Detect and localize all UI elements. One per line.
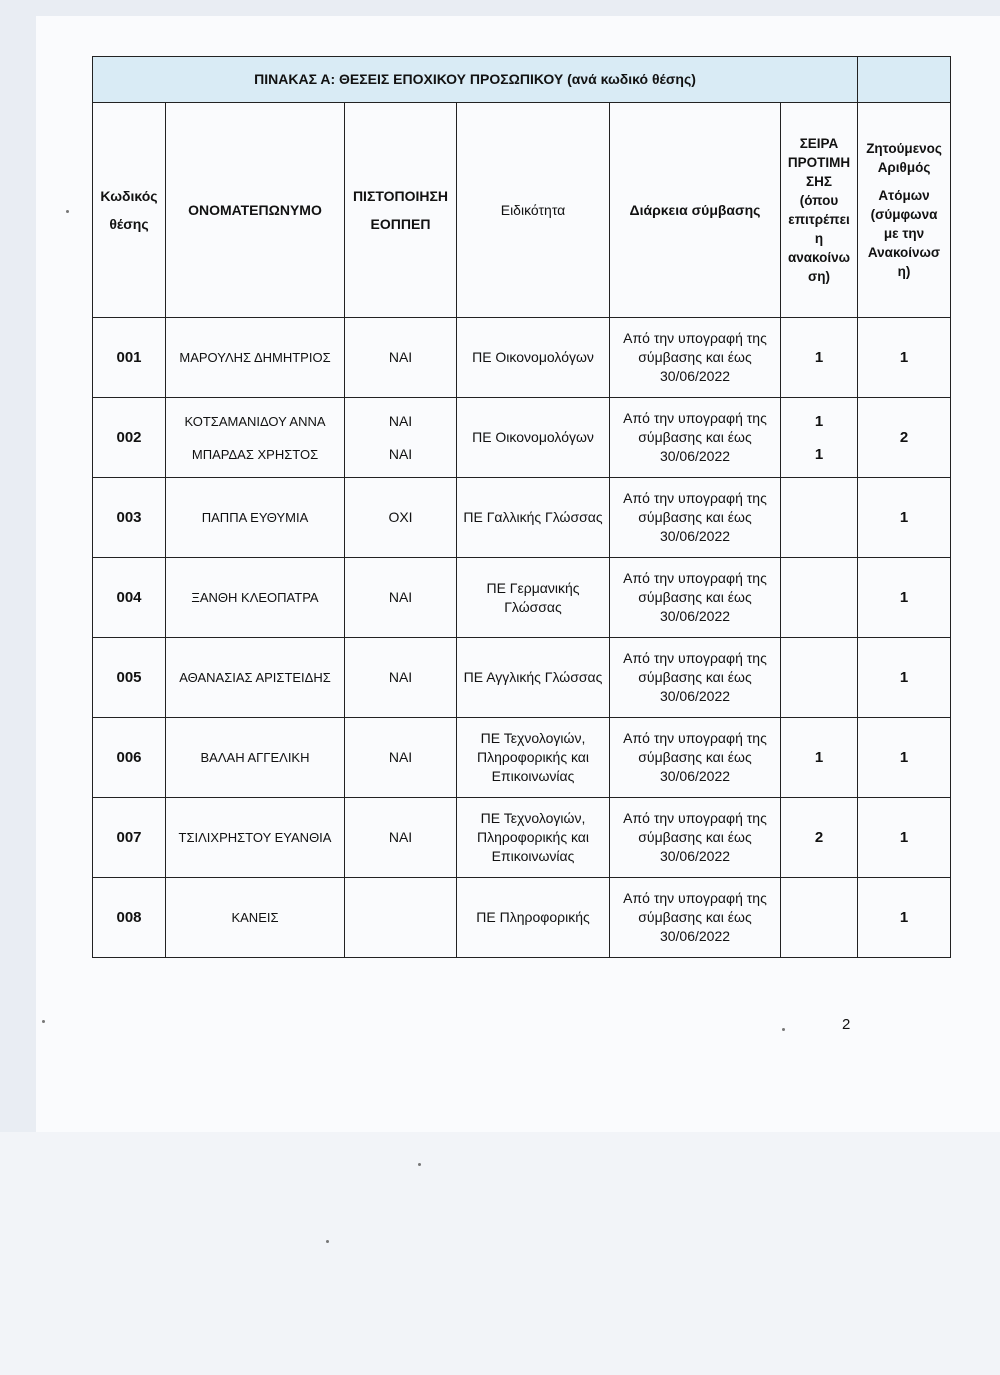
duration-line: 30/06/2022 — [659, 448, 731, 464]
certification — [345, 318, 457, 398]
header-requested-line: Ανακοίνωσ — [867, 245, 941, 260]
header-priority-line: ανακοίνω — [787, 250, 851, 265]
specialty-line-group — [461, 908, 605, 927]
position-code: 004 — [93, 558, 166, 638]
name-line: ΤΣΙΛΙΧΡΗΣΤΟΥ ΕΥΑΝΘΙΑ — [178, 830, 332, 845]
specialty-line-group — [461, 348, 605, 367]
header-priority-line: ΣΗΣ — [806, 174, 832, 189]
specialty-line: ΠΕ Οικονομολόγων — [472, 349, 594, 365]
duration-line: 30/06/2022 — [659, 528, 731, 544]
header-cert — [345, 103, 457, 318]
specialty-line: ΠΕ Γερμανικής — [486, 579, 580, 596]
name-line-group — [170, 348, 340, 367]
priority-value: 1 — [814, 445, 824, 463]
certification — [345, 798, 457, 878]
duration-line: Από την υπογραφή της — [623, 890, 767, 906]
position-code: 003 — [93, 478, 166, 558]
header-requested — [858, 103, 951, 318]
duration-line-group — [614, 889, 776, 946]
specialty-line-group — [461, 579, 605, 617]
full-name — [166, 478, 345, 558]
position-code: 006 — [93, 718, 166, 798]
table-title: ΠΙΝΑΚΑΣ Α: ΘΕΣΕΙΣ ΕΠΟΧΙΚΟΥ ΠΡΟΣΩΠΙΚΟΥ (ανά κωδικό θέσης) — [93, 57, 858, 103]
specialty-line: ΠΕ Πληροφορικής — [476, 909, 590, 925]
header-priority-line: ΣΕΙΡΑ — [799, 136, 839, 151]
duration-line: 30/06/2022 — [659, 928, 731, 944]
certification — [345, 638, 457, 718]
duration-line: Από την υπογραφή της — [623, 490, 767, 506]
table-row — [93, 878, 951, 958]
cert-value-group — [349, 748, 452, 767]
specialty-line-group — [461, 809, 605, 866]
priority-order — [781, 798, 858, 878]
specialty-line: Πληροφορικής και — [476, 829, 590, 845]
contract-duration — [610, 718, 781, 798]
specialty — [457, 478, 610, 558]
header-name: ΟΝΟΜΑΤΕΠΩΝΥΜΟ — [166, 103, 345, 318]
specialty — [457, 718, 610, 798]
duration-line: σύμβασης και έως — [638, 909, 752, 925]
contract-duration — [610, 478, 781, 558]
specialty-line: Επικοινωνίας — [491, 768, 575, 784]
priority-order — [781, 558, 858, 638]
specialty-line: Πληροφορικής και — [476, 749, 590, 765]
duration-line: Από την υπογραφή της — [623, 570, 767, 586]
cert-value-group — [349, 668, 452, 687]
name-line: ΚΑΝΕΙΣ — [231, 910, 279, 925]
header-priority-line: επιτρέπει — [788, 212, 850, 227]
header-requested-line: Ατόμων — [878, 188, 930, 203]
specialty — [457, 318, 610, 398]
priority-order — [781, 878, 858, 958]
specialty-line: ΠΕ Τεχνολογιών, — [480, 810, 586, 826]
specialty — [457, 798, 610, 878]
specialty — [457, 878, 610, 958]
scan-speck — [66, 210, 69, 213]
table-row — [93, 798, 951, 878]
duration-line: 30/06/2022 — [659, 368, 731, 384]
priority-value: 2 — [814, 829, 824, 846]
name-line-group — [170, 412, 340, 464]
requested-count: 1 — [858, 878, 951, 958]
priority-value-group — [785, 412, 853, 464]
specialty — [457, 558, 610, 638]
title-blank-cell — [858, 57, 951, 103]
priority-value-group — [785, 748, 853, 767]
header-code-line2: θέσης — [109, 215, 149, 232]
specialty-line: Επικοινωνίας — [491, 848, 575, 864]
specialty-line: ΠΕ Γαλλικής Γλώσσας — [463, 509, 603, 525]
table-row — [93, 318, 951, 398]
duration-line-group — [614, 729, 776, 786]
header-priority — [781, 103, 858, 318]
specialty — [457, 398, 610, 478]
duration-line: σύμβασης και έως — [638, 429, 752, 445]
duration-line: 30/06/2022 — [659, 848, 731, 864]
duration-line: σύμβασης και έως — [638, 829, 752, 845]
header-cert-line2: ΕΟΠΠΕΠ — [370, 215, 431, 232]
cert-value: ΝΑΙ — [388, 412, 413, 429]
header-requested-line: με την — [883, 226, 925, 241]
cert-value: ΝΑΙ — [388, 589, 413, 605]
contract-duration — [610, 798, 781, 878]
duration-line: σύμβασης και έως — [638, 349, 752, 365]
name-line-group — [170, 508, 340, 527]
header-requested-line: (σύμφωνα — [870, 207, 938, 222]
duration-line-group — [614, 569, 776, 626]
contract-duration — [610, 398, 781, 478]
cert-value-group — [349, 508, 452, 527]
full-name — [166, 558, 345, 638]
duration-line: Από την υπογραφή της — [623, 330, 767, 346]
priority-value: 1 — [814, 412, 824, 430]
scan-speck — [326, 1240, 329, 1243]
priority-value: 1 — [814, 749, 824, 766]
duration-line: 30/06/2022 — [659, 688, 731, 704]
specialty-line: ΠΕ Οικονομολόγων — [472, 429, 594, 445]
position-code: 005 — [93, 638, 166, 718]
duration-line: 30/06/2022 — [659, 608, 731, 624]
priority-order — [781, 318, 858, 398]
header-cert-line1: ΠΙΣΤΟΠΟΙΗΣΗ — [352, 187, 449, 204]
name-line-group — [170, 668, 340, 687]
duration-line: Από την υπογραφή της — [623, 650, 767, 666]
specialty-line-group — [461, 428, 605, 447]
requested-count: 1 — [858, 318, 951, 398]
full-name — [166, 718, 345, 798]
header-priority-line: (όπου — [799, 193, 839, 208]
position-code: 002 — [93, 398, 166, 478]
name-line-group — [170, 828, 340, 847]
duration-line-group — [614, 489, 776, 546]
certification — [345, 878, 457, 958]
name-line: ΑΘΑΝΑΣΙΑΣ ΑΡΙΣΤΕΙΔΗΣ — [179, 670, 331, 685]
header-requested-line: Αριθμός — [877, 160, 931, 175]
duration-line: Από την υπογραφή της — [623, 810, 767, 826]
name-line-group — [170, 908, 340, 927]
name-line: ΚΟΤΣΑΜΑΝΙΔΟΥ ΑΝΝΑ — [184, 413, 326, 429]
duration-line-group — [614, 649, 776, 706]
header-duration: Διάρκεια σύμβασης — [610, 103, 781, 318]
priority-order — [781, 398, 858, 478]
duration-line-group — [614, 329, 776, 386]
table-body — [93, 318, 951, 958]
cert-value-group — [349, 588, 452, 607]
positions-table — [92, 56, 951, 958]
scan-background — [0, 1132, 1000, 1375]
specialty-line: ΠΕ Αγγλικής Γλώσσας — [463, 669, 603, 685]
table-row — [93, 478, 951, 558]
contract-duration — [610, 318, 781, 398]
priority-order — [781, 478, 858, 558]
priority-value-group — [785, 828, 853, 847]
table-row — [93, 398, 951, 478]
cert-value: ΟΧΙ — [388, 509, 413, 525]
duration-line: 30/06/2022 — [659, 768, 731, 784]
cert-value-group — [349, 412, 452, 464]
scan-speck — [782, 1028, 785, 1031]
cert-value: ΝΑΙ — [388, 349, 413, 365]
certification — [345, 558, 457, 638]
duration-line: Από την υπογραφή της — [623, 410, 767, 426]
contract-duration — [610, 558, 781, 638]
duration-line-group — [614, 809, 776, 866]
header-specialty: Ειδικότητα — [457, 103, 610, 318]
contract-duration — [610, 638, 781, 718]
name-line: ΒΑΛΑΗ ΑΓΓΕΛΙΚΗ — [200, 750, 310, 765]
scan-speck — [418, 1163, 421, 1166]
name-line-group — [170, 748, 340, 767]
name-line: ΞΑΝΘΗ ΚΛΕΟΠΑΤΡΑ — [191, 590, 319, 605]
cert-value-group — [349, 348, 452, 367]
certification — [345, 478, 457, 558]
cert-value: ΝΑΙ — [388, 749, 413, 765]
table-row — [93, 718, 951, 798]
requested-count: 2 — [858, 398, 951, 478]
name-line: ΜΑΡΟΥΛΗΣ ΔΗΜΗΤΡΙΟΣ — [179, 350, 331, 365]
duration-line: σύμβασης και έως — [638, 589, 752, 605]
priority-order — [781, 718, 858, 798]
header-code-line1: Κωδικός — [100, 187, 158, 204]
contract-duration — [610, 878, 781, 958]
requested-count: 1 — [858, 558, 951, 638]
duration-line: σύμβασης και έως — [638, 669, 752, 685]
requested-count: 1 — [858, 638, 951, 718]
position-code: 001 — [93, 318, 166, 398]
cert-value: ΝΑΙ — [388, 829, 413, 845]
duration-line-group — [614, 409, 776, 466]
requested-count: 1 — [858, 478, 951, 558]
header-priority-line: ΠΡΟΤΙΜΗ — [787, 155, 851, 170]
duration-line: σύμβασης και έως — [638, 509, 752, 525]
header-requested-line: Ζητούμενος — [866, 141, 942, 156]
certification — [345, 398, 457, 478]
duration-line: σύμβασης και έως — [638, 749, 752, 765]
requested-count: 1 — [858, 718, 951, 798]
priority-value: 1 — [814, 349, 824, 366]
header-priority-line: ση) — [808, 269, 830, 284]
duration-line: Από την υπογραφή της — [623, 730, 767, 746]
specialty-line-group — [461, 508, 605, 527]
priority-value-group — [785, 348, 853, 367]
requested-count: 1 — [858, 798, 951, 878]
cert-value-group — [349, 828, 452, 847]
full-name — [166, 318, 345, 398]
position-code: 007 — [93, 798, 166, 878]
table-row — [93, 558, 951, 638]
cert-value: ΝΑΙ — [388, 669, 413, 685]
name-line: ΠΑΠΠΑ ΕΥΘΥΜΙΑ — [201, 510, 309, 525]
full-name — [166, 638, 345, 718]
table-row — [93, 638, 951, 718]
header-code — [93, 103, 166, 318]
specialty-line-group — [461, 668, 605, 687]
header-priority-line: η — [814, 231, 824, 246]
priority-order — [781, 638, 858, 718]
position-code: 008 — [93, 878, 166, 958]
page-number: 2 — [842, 1016, 851, 1033]
full-name — [166, 398, 345, 478]
name-line-group — [170, 588, 340, 607]
specialty-line: ΠΕ Τεχνολογιών, — [480, 730, 586, 746]
certification — [345, 718, 457, 798]
full-name — [166, 798, 345, 878]
scan-speck — [42, 1020, 45, 1023]
full-name — [166, 878, 345, 958]
specialty-line-group — [461, 729, 605, 786]
specialty — [457, 638, 610, 718]
specialty-line: Γλώσσας — [504, 598, 562, 615]
header-requested-line: η) — [897, 264, 911, 279]
cert-value: ΝΑΙ — [388, 445, 413, 462]
name-line: ΜΠΑΡΔΑΣ ΧΡΗΣΤΟΣ — [191, 446, 319, 462]
